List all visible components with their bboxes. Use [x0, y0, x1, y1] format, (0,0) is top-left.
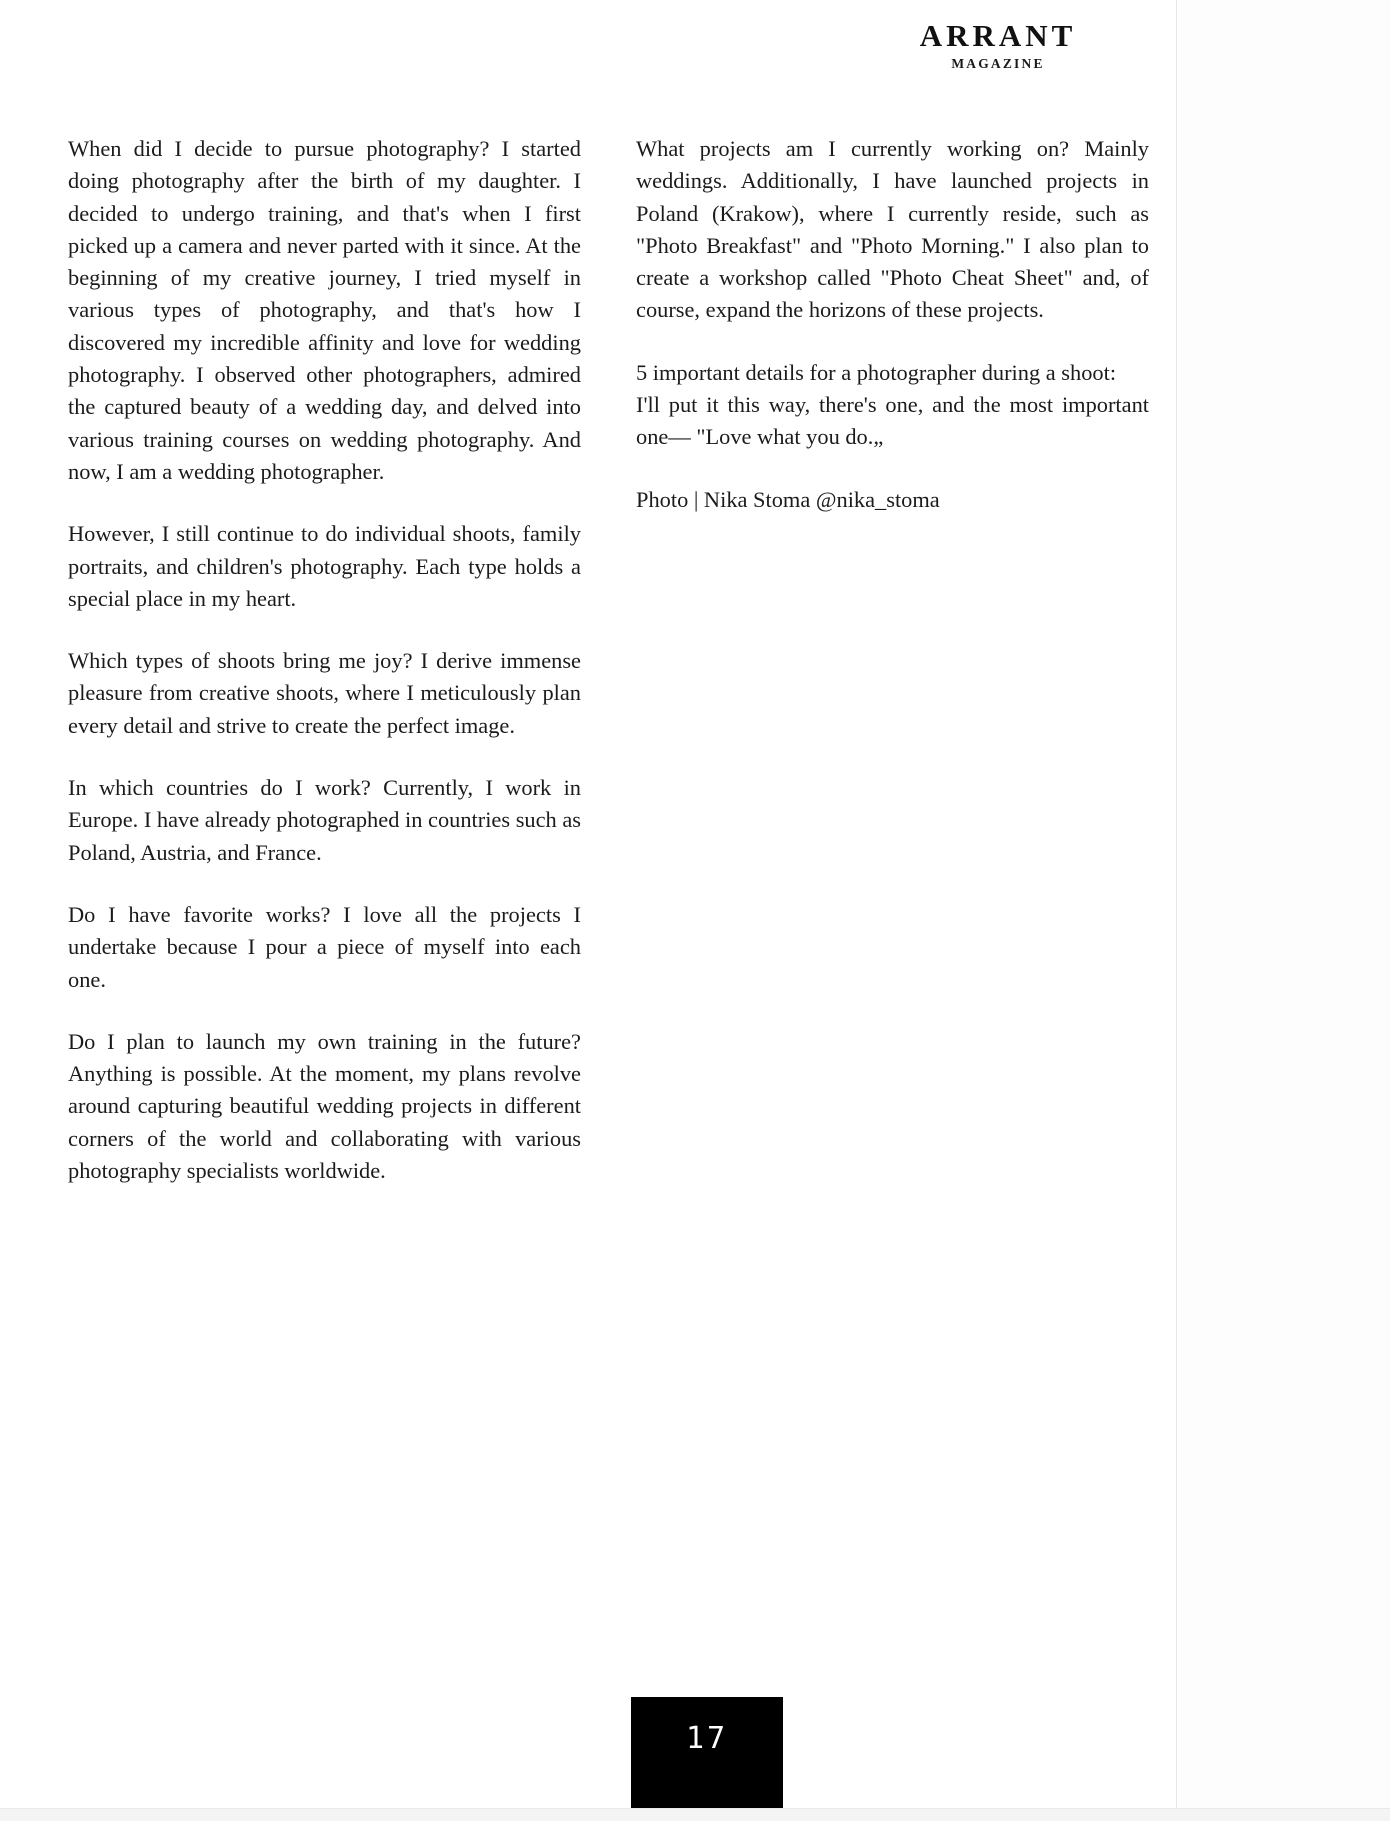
paragraph: In which countries do I work? Currently, I work in Europe. I have already photographed in countries such as Poland, Austria, and France.	[68, 775, 581, 865]
question-answer: I'll put it this way, there's one, and the most important one— "Love what you do.„	[636, 392, 1149, 450]
masthead-subtitle: MAGAZINE	[951, 56, 1045, 71]
paragraph: Do I plan to launch my own training in the future? Anything is possible. At the moment, my plans revolve around capturing beautiful wedding projects in different corners of the world and collaborating with various photography specialists worldwide.	[68, 1028, 581, 1184]
paragraph: When did I decide to pursue photography? I started doing photography after the birth of my daughter. I decided to undergo training, and that's when I first picked up a camera and never parted with it since. At the beginning of my creative journey, I tried myself in various types of photography, and that's how I discovered my incredible affinity and love for wedding photography. I observed other photographers, admired the captured beauty of a wedding day, and delved into various training courses on wedding photography. And now, I am a wedding photographer.	[68, 136, 581, 484]
question-heading: 5 important details for a photographer during a shoot:	[636, 359, 1117, 385]
paragraph: Do I have favorite works? I love all the projects I undertake because I pour a piece of myself into each one.	[68, 901, 581, 992]
right-column	[636, 133, 1149, 1217]
page-bottom-strip	[0, 1808, 1390, 1821]
page-right-margin	[1176, 0, 1390, 1808]
paragraph: Which types of shoots bring me joy? I derive immense pleasure from creative shoots, where I meticulously plan every detail and strive to create the perfect image.	[68, 648, 581, 738]
page-number-badge	[631, 1697, 783, 1820]
paragraph: However, I still continue to do individual shoots, family portraits, and children's photography. Each type holds a special place in my heart.	[68, 521, 581, 611]
page-number: 17	[685, 1721, 729, 1756]
photo-credit: Photo | Nika Stoma @nika_stoma	[636, 486, 940, 512]
masthead	[848, 20, 1148, 71]
article-columns	[68, 133, 1150, 1217]
left-column	[68, 133, 581, 1217]
masthead-title: ARRANT	[919, 18, 1077, 53]
paragraph: What projects am I currently working on? Mainly weddings. Additionally, I have launched projects in Poland (Krakow), where I currently reside, such as "Photo Breakfast" and "Photo Morning." I also plan to create a workshop called "Photo Cheat Sheet" and, of course, expand the horizons of these projects.	[636, 136, 1149, 323]
